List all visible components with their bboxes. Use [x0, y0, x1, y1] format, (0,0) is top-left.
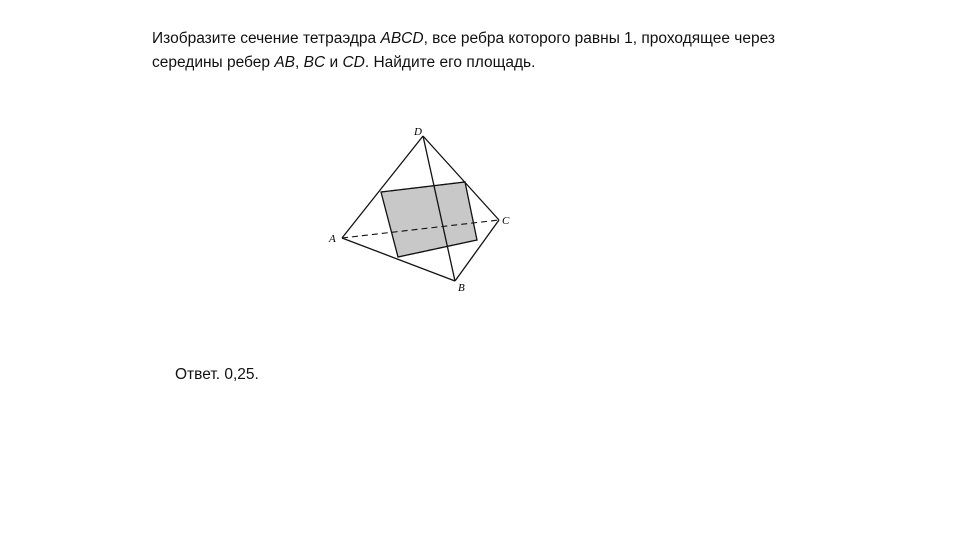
- section-quadrilateral: [381, 182, 477, 257]
- problem-text-5: . Найдите его площадь.: [364, 54, 536, 71]
- problem-text-3: ,: [295, 54, 304, 71]
- tetrahedron-name: ABCD: [380, 30, 424, 47]
- problem-text-1: Изобразите сечение тетраэдра: [152, 30, 381, 47]
- answer-value: 0,25.: [224, 366, 259, 383]
- vertex-label-b: B: [458, 282, 465, 294]
- edge-bc: BC: [303, 54, 326, 71]
- answer: [175, 364, 259, 386]
- tetrahedron-diagram: [300, 118, 560, 298]
- answer-prefix: Ответ.: [175, 366, 225, 383]
- edge-cd: CD: [342, 54, 365, 71]
- problem-statement: [152, 27, 832, 75]
- tetrahedron-figure: [300, 118, 560, 298]
- vertex-label-c: C: [502, 215, 510, 227]
- problem-text-2: , все ребра которого равны 1, проходящее через середины ребер: [152, 30, 775, 71]
- edge-ab: AB: [274, 54, 295, 71]
- problem-text-4: и: [325, 54, 343, 71]
- vertex-label-d: D: [414, 126, 422, 138]
- vertex-label-a: A: [329, 233, 336, 245]
